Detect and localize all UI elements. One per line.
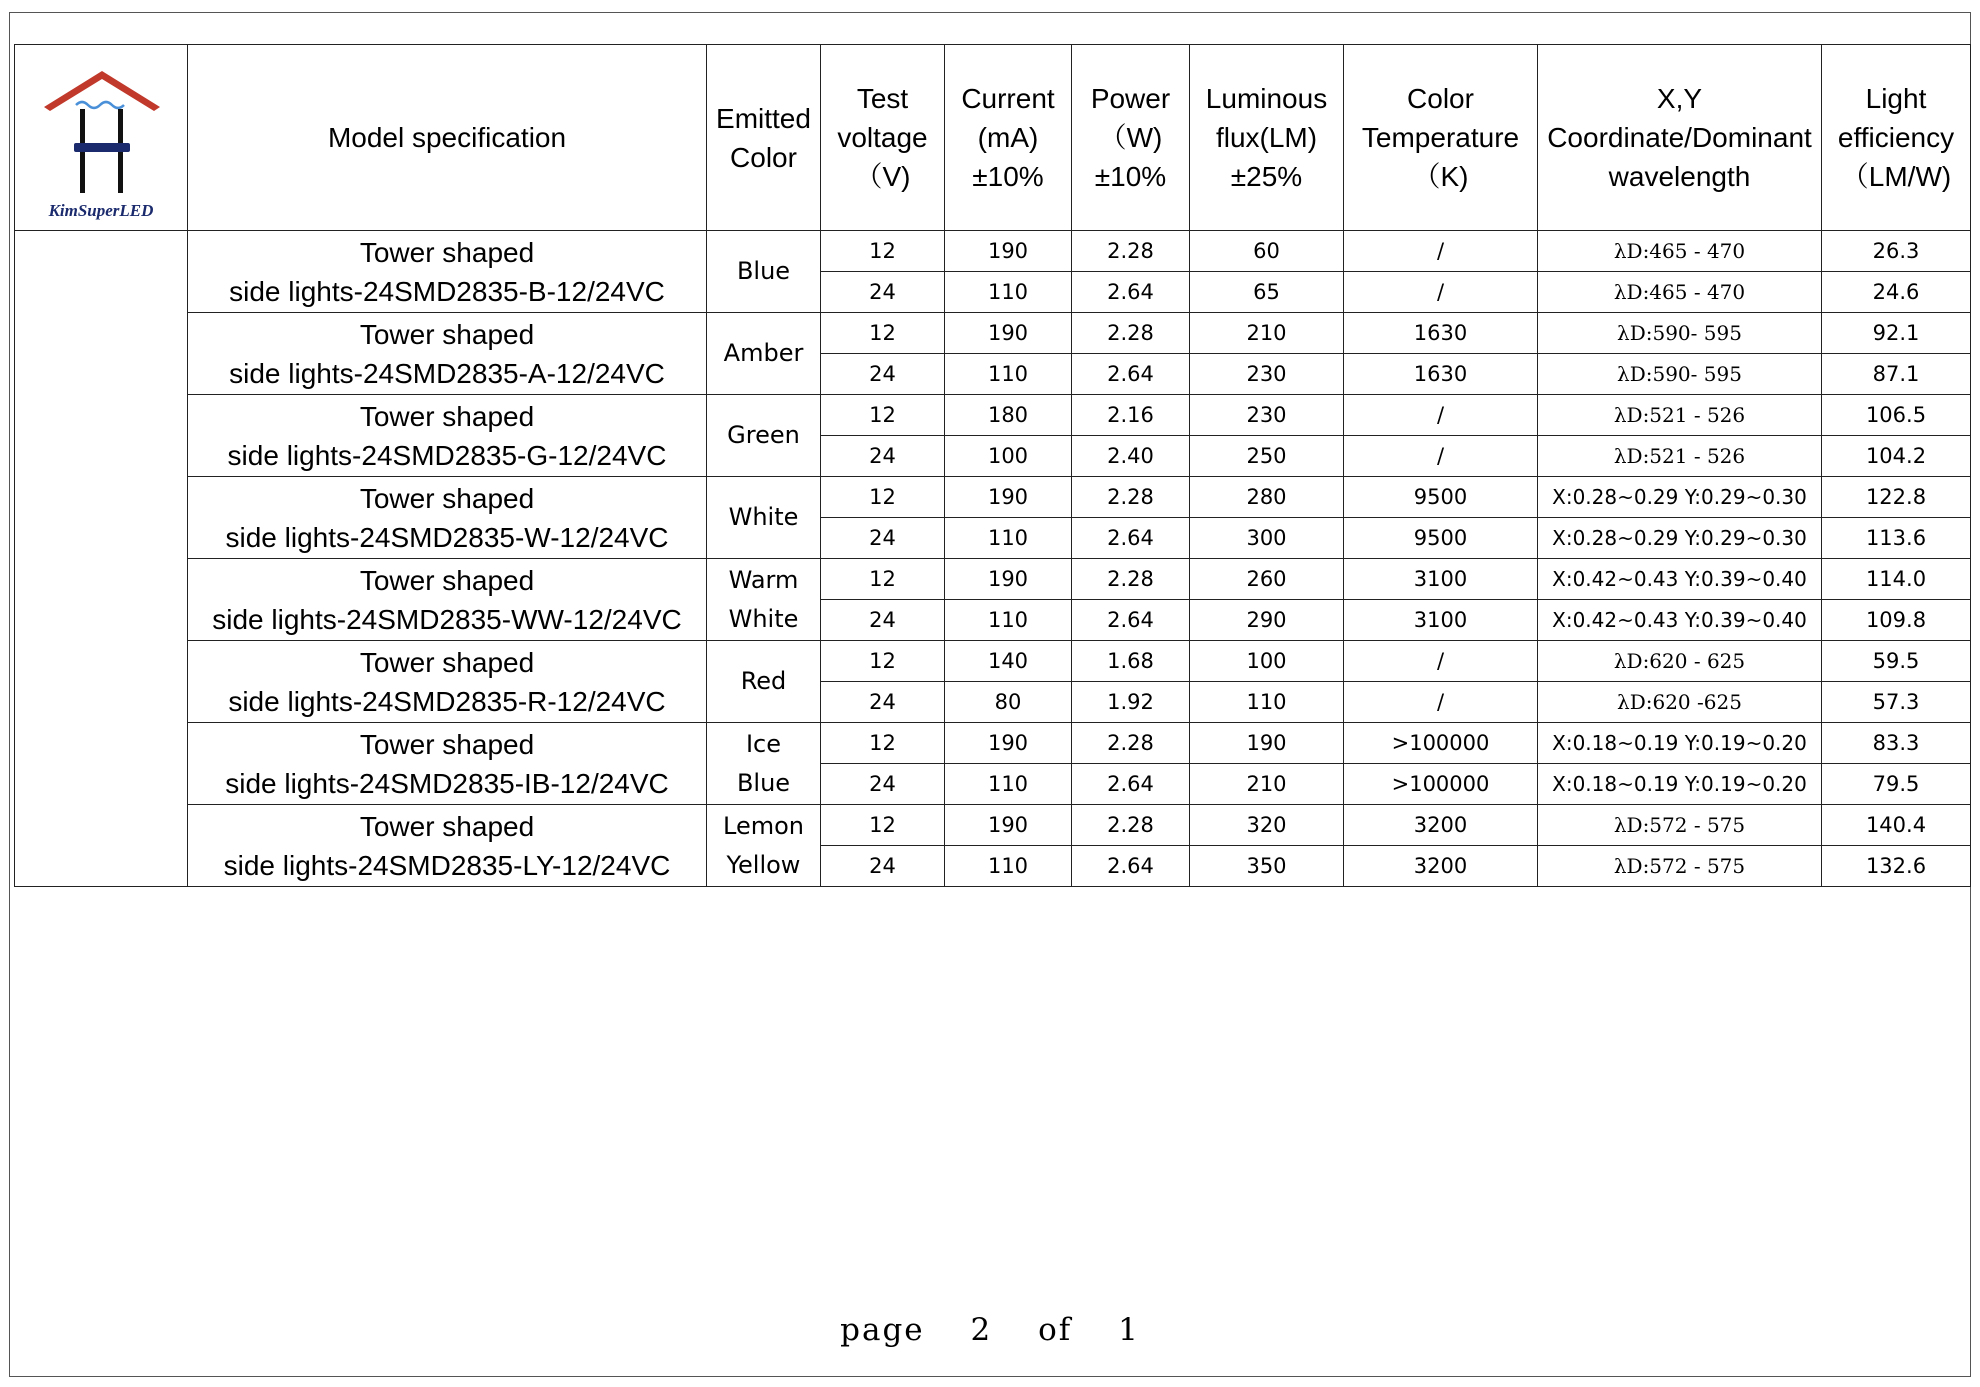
header-voltage: Test voltage （V): [821, 45, 945, 231]
emitted-color-cell: White: [707, 477, 821, 559]
logo-column-blank: [15, 231, 188, 887]
emitted-color-cell: Green: [707, 395, 821, 477]
power-cell: 2.64: [1072, 846, 1190, 887]
coordinate-cell: X:0.28~0.29 Y:0.29~0.30: [1538, 518, 1822, 559]
coordinate-cell: λD:521 - 526: [1538, 436, 1822, 477]
efficiency-cell: 109.8: [1822, 600, 1971, 641]
cct-cell: 3100: [1344, 559, 1538, 600]
emitted-color-cell: Warm White: [707, 559, 821, 641]
cct-cell: 1630: [1344, 354, 1538, 395]
coordinate-cell: λD:572 - 575: [1538, 846, 1822, 887]
voltage-cell: 24: [821, 518, 945, 559]
model-cell: Tower shaped side lights-24SMD2835-IB-12/24VC: [188, 723, 707, 805]
table-row: [15, 723, 1971, 764]
coordinate-cell: λD:620 - 625: [1538, 641, 1822, 682]
power-cell: 2.28: [1072, 805, 1190, 846]
model-cell: Tower shaped side lights-24SMD2835-R-12/24VC: [188, 641, 707, 723]
emitted-color-cell: Lemon Yellow: [707, 805, 821, 887]
current-cell: 190: [945, 559, 1072, 600]
efficiency-cell: 132.6: [1822, 846, 1971, 887]
current-cell: 80: [945, 682, 1072, 723]
power-cell: 2.28: [1072, 559, 1190, 600]
efficiency-cell: 114.0: [1822, 559, 1971, 600]
footer-page-word: page: [840, 1312, 925, 1348]
current-cell: 190: [945, 313, 1072, 354]
flux-cell: 260: [1190, 559, 1344, 600]
coordinate-cell: X:0.42~0.43 Y:0.39~0.40: [1538, 600, 1822, 641]
power-cell: 2.64: [1072, 518, 1190, 559]
header-current: Current (mA) ±10%: [945, 45, 1072, 231]
cct-cell: /: [1344, 436, 1538, 477]
table-row: [15, 313, 1971, 354]
table-row: [15, 395, 1971, 436]
model-cell: Tower shaped side lights-24SMD2835-W-12/24VC: [188, 477, 707, 559]
efficiency-cell: 83.3: [1822, 723, 1971, 764]
power-cell: 2.28: [1072, 313, 1190, 354]
header-emitted-color: Emitted Color: [707, 45, 821, 231]
emitted-color-cell: Amber: [707, 313, 821, 395]
model-cell: Tower shaped side lights-24SMD2835-LY-12/24VC: [188, 805, 707, 887]
page-footer: [0, 1312, 1980, 1348]
emitted-color-cell: Red: [707, 641, 821, 723]
efficiency-cell: 104.2: [1822, 436, 1971, 477]
water-wave-shape: [76, 102, 124, 108]
voltage-cell: 24: [821, 272, 945, 313]
flux-cell: 230: [1190, 395, 1344, 436]
current-cell: 140: [945, 641, 1072, 682]
power-cell: 2.40: [1072, 436, 1190, 477]
logo-cell: [15, 45, 188, 231]
current-cell: 110: [945, 354, 1072, 395]
header-efficiency: Light efficiency （LM/W): [1822, 45, 1971, 231]
coordinate-cell: λD:465 - 470: [1538, 231, 1822, 272]
power-cell: 2.64: [1072, 354, 1190, 395]
voltage-cell: 12: [821, 231, 945, 272]
current-cell: 180: [945, 395, 1072, 436]
table-row: [15, 641, 1971, 682]
voltage-cell: 12: [821, 641, 945, 682]
table-row: [15, 559, 1971, 600]
flux-cell: 60: [1190, 231, 1344, 272]
cct-cell: /: [1344, 682, 1538, 723]
cct-cell: 3100: [1344, 600, 1538, 641]
power-cell: 2.64: [1072, 600, 1190, 641]
emitted-color-cell: Blue: [707, 231, 821, 313]
voltage-cell: 12: [821, 805, 945, 846]
spec-table: [14, 44, 1971, 887]
cct-cell: 3200: [1344, 846, 1538, 887]
efficiency-cell: 106.5: [1822, 395, 1971, 436]
flux-cell: 110: [1190, 682, 1344, 723]
current-cell: 190: [945, 723, 1072, 764]
flux-cell: 250: [1190, 436, 1344, 477]
current-cell: 190: [945, 477, 1072, 518]
model-cell: Tower shaped side lights-24SMD2835-G-12/24VC: [188, 395, 707, 477]
power-cell: 2.64: [1072, 764, 1190, 805]
cct-cell: 9500: [1344, 477, 1538, 518]
cct-cell: /: [1344, 641, 1538, 682]
flux-cell: 210: [1190, 313, 1344, 354]
cct-cell: 3200: [1344, 805, 1538, 846]
coordinate-cell: λD:465 - 470: [1538, 272, 1822, 313]
power-cell: 1.68: [1072, 641, 1190, 682]
logo-brand-text: KimSuperLED: [48, 201, 154, 220]
current-cell: 110: [945, 600, 1072, 641]
flux-cell: 230: [1190, 354, 1344, 395]
coordinate-cell: λD:590- 595: [1538, 313, 1822, 354]
current-cell: 110: [945, 846, 1072, 887]
header-power: Power （W) ±10%: [1072, 45, 1190, 231]
cct-cell: >100000: [1344, 764, 1538, 805]
cct-cell: 9500: [1344, 518, 1538, 559]
efficiency-cell: 87.1: [1822, 354, 1971, 395]
coordinate-cell: X:0.42~0.43 Y:0.39~0.40: [1538, 559, 1822, 600]
voltage-cell: 12: [821, 395, 945, 436]
efficiency-cell: 113.6: [1822, 518, 1971, 559]
cct-cell: /: [1344, 395, 1538, 436]
efficiency-cell: 92.1: [1822, 313, 1971, 354]
flux-cell: 100: [1190, 641, 1344, 682]
cct-cell: /: [1344, 231, 1538, 272]
flux-cell: 320: [1190, 805, 1344, 846]
voltage-cell: 12: [821, 723, 945, 764]
flux-cell: 350: [1190, 846, 1344, 887]
coordinate-cell: X:0.28~0.29 Y:0.29~0.30: [1538, 477, 1822, 518]
voltage-cell: 12: [821, 477, 945, 518]
voltage-cell: 24: [821, 600, 945, 641]
efficiency-cell: 140.4: [1822, 805, 1971, 846]
voltage-cell: 24: [821, 682, 945, 723]
efficiency-cell: 122.8: [1822, 477, 1971, 518]
crossbar-shape: [74, 143, 130, 152]
voltage-cell: 12: [821, 313, 945, 354]
efficiency-cell: 57.3: [1822, 682, 1971, 723]
voltage-cell: 24: [821, 436, 945, 477]
flux-cell: 210: [1190, 764, 1344, 805]
coordinate-cell: X:0.18~0.19 Y:0.19~0.20: [1538, 764, 1822, 805]
cct-cell: >100000: [1344, 723, 1538, 764]
voltage-cell: 24: [821, 354, 945, 395]
company-logo: [36, 45, 166, 205]
footer-of-word: of: [1038, 1312, 1073, 1348]
current-cell: 190: [945, 805, 1072, 846]
current-cell: 100: [945, 436, 1072, 477]
current-cell: 110: [945, 272, 1072, 313]
header-row: [15, 45, 1971, 231]
model-cell: Tower shaped side lights-24SMD2835-WW-12/24VC: [188, 559, 707, 641]
flux-cell: 190: [1190, 723, 1344, 764]
efficiency-cell: 24.6: [1822, 272, 1971, 313]
model-cell: Tower shaped side lights-24SMD2835-A-12/24VC: [188, 313, 707, 395]
header-color-temperature: Color Temperature （K): [1344, 45, 1538, 231]
footer-total-pages: 1: [1118, 1312, 1140, 1348]
efficiency-cell: 26.3: [1822, 231, 1971, 272]
coordinate-cell: λD:521 - 526: [1538, 395, 1822, 436]
table-row: [15, 231, 1971, 272]
header-model: Model specification: [188, 45, 707, 231]
efficiency-cell: 59.5: [1822, 641, 1971, 682]
emitted-color-cell: Ice Blue: [707, 723, 821, 805]
power-cell: 2.28: [1072, 231, 1190, 272]
power-cell: 1.92: [1072, 682, 1190, 723]
power-cell: 2.16: [1072, 395, 1190, 436]
header-coordinate: X,Y Coordinate/Dominant wavelength: [1538, 45, 1822, 231]
cct-cell: /: [1344, 272, 1538, 313]
voltage-cell: 24: [821, 846, 945, 887]
table-row: [15, 805, 1971, 846]
voltage-cell: 12: [821, 559, 945, 600]
coordinate-cell: X:0.18~0.19 Y:0.19~0.20: [1538, 723, 1822, 764]
current-cell: 190: [945, 231, 1072, 272]
header-luminous-flux: Luminous flux(LM) ±25%: [1190, 45, 1344, 231]
coordinate-cell: λD:620 -625: [1538, 682, 1822, 723]
flux-cell: 290: [1190, 600, 1344, 641]
coordinate-cell: λD:590- 595: [1538, 354, 1822, 395]
power-cell: 2.64: [1072, 272, 1190, 313]
voltage-cell: 24: [821, 764, 945, 805]
cct-cell: 1630: [1344, 313, 1538, 354]
footer-current-page: 2: [970, 1312, 993, 1348]
current-cell: 110: [945, 764, 1072, 805]
flux-cell: 300: [1190, 518, 1344, 559]
power-cell: 2.28: [1072, 477, 1190, 518]
coordinate-cell: λD:572 - 575: [1538, 805, 1822, 846]
model-cell: Tower shaped side lights-24SMD2835-B-12/24VC: [188, 231, 707, 313]
flux-cell: 280: [1190, 477, 1344, 518]
table-row: [15, 477, 1971, 518]
roof-shape: [44, 71, 160, 111]
power-cell: 2.28: [1072, 723, 1190, 764]
efficiency-cell: 79.5: [1822, 764, 1971, 805]
flux-cell: 65: [1190, 272, 1344, 313]
current-cell: 110: [945, 518, 1072, 559]
